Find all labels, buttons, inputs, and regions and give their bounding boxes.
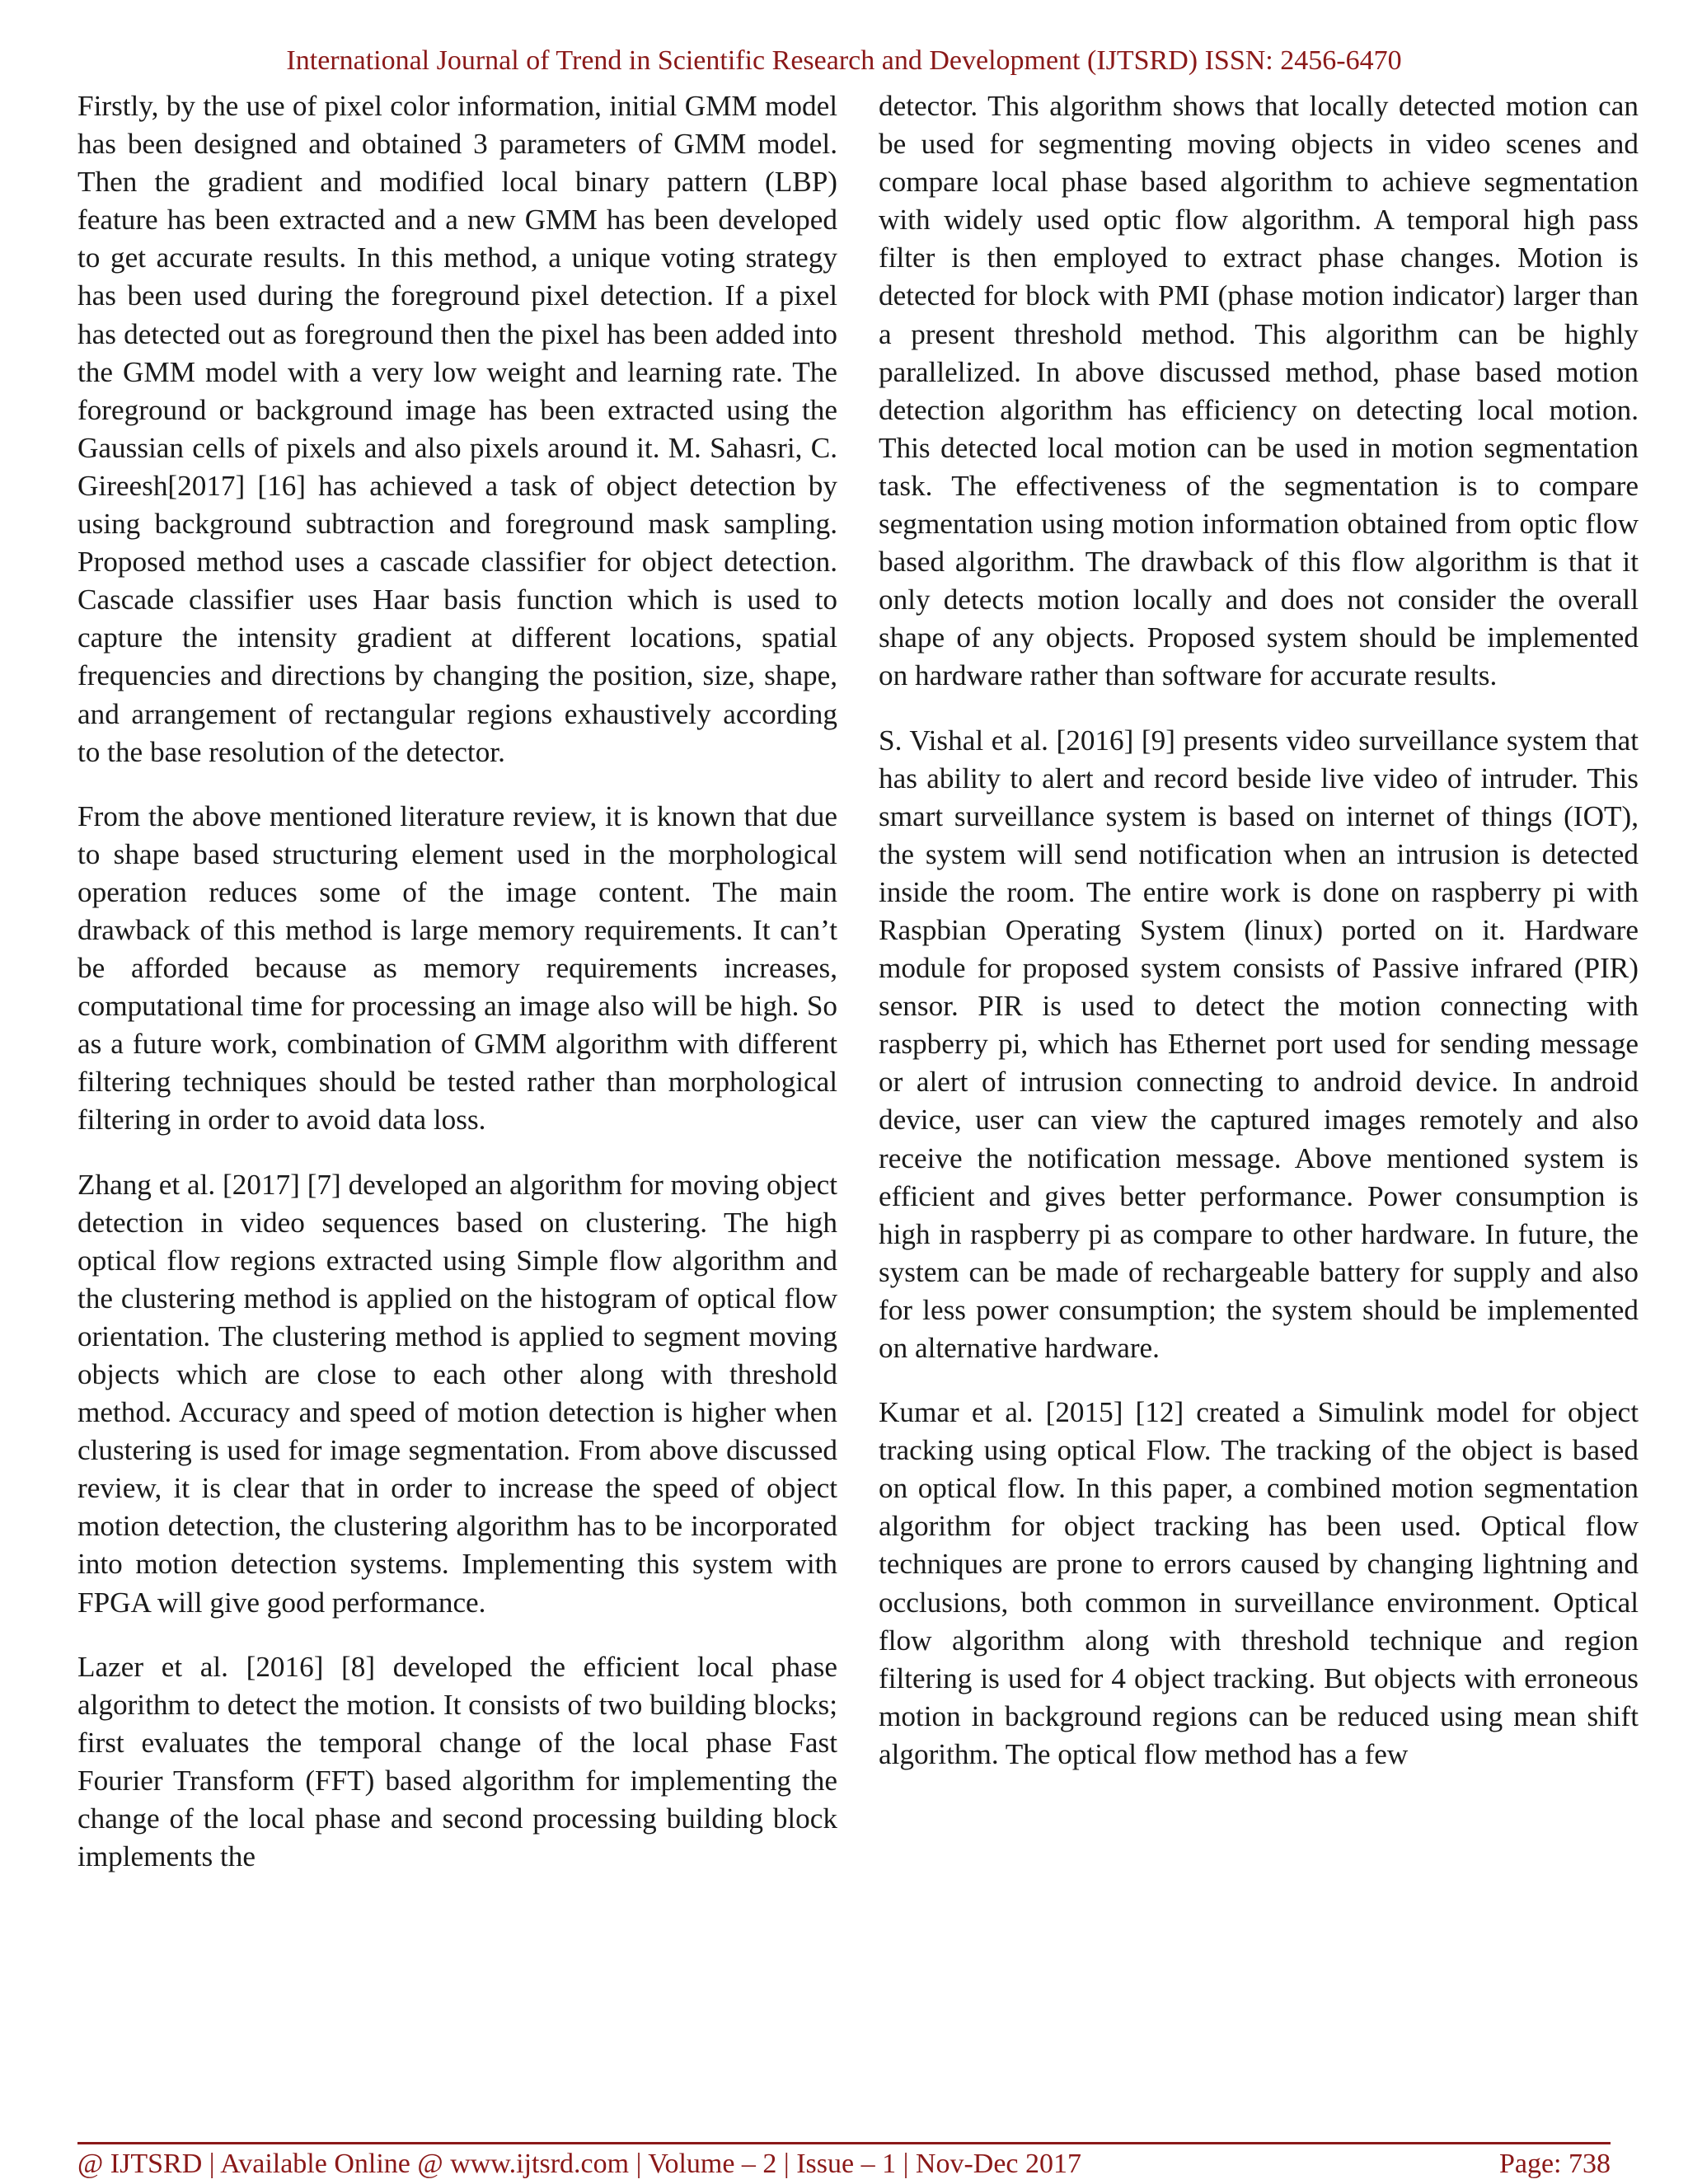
- footer-info: @ IJTSRD | Available Online @ www.ijtsrd.com | Volume – 2 | Issue – 1 | Nov-Dec 2017: [77, 2149, 1082, 2179]
- paragraph: Kumar et al. [2015] [12] created a Simulink model for object tracking using optical Flow. The tracking of the object is based on optical flow. In this paper, a combined motion segmentation algorithm for object tracking has been used. Optical flow techniques are prone to errors caused by changing lightning and occlusions, both common in surveillance environment. Optical flow algorithm along with threshold technique and region filtering is used for 4 object tracking. But objects with erroneous motion in background regions can be reduced using mean shift algorithm. The optical flow method has a few: [879, 1396, 1639, 1770]
- journal-header: International Journal of Trend in Scientific Research and Development (IJTSRD) ISSN: 2456-6470: [286, 45, 1402, 76]
- paragraph: Zhang et al. [2017] [7] developed an algorithm for moving object detection in video sequences based on clustering. The high optical flow regions extracted using Simple flow algorithm and the clustering method is applied on the histogram of optical flow orientation. The clustering method is applied to segment moving objects which are close to each other along with threshold method. Accuracy and speed of motion detection is higher when clustering is used for image segmentation. From above discussed review, it is clear that in order to increase the speed of object motion detection, the clustering algorithm has to be incorporated into motion detection systems. Implementing this system with FPGA will give good performance.: [77, 1168, 837, 1619]
- paragraph: S. Vishal et al. [2016] [9] presents video surveillance system that has ability to alert and record beside live video of intruder. This smart surveillance system is based on internet of things (IOT), the system will send notification when an intrusion is detected inside the room. The entire work is done on raspberry pi with Raspbian Operating System (linux) ported on it. Hardware module for proposed system consists of Passive infrared (PIR) sensor. PIR is used to detect the motion connecting with raspberry pi, which has Ethernet port used for sending message or alert of intrusion connecting to android device. In android device, user can view the captured images remotely and also receive the notification message. Above mentioned system is efficient and gives better performance. Power consumption is high in raspberry pi as compare to other hardware. In future, the system can be made of rechargeable battery for supply and also for less power consumption; the system should be implemented on alternative hardware.: [879, 724, 1639, 1364]
- right-column: [879, 87, 1639, 1800]
- left-column: [77, 87, 837, 1902]
- page-footer: [77, 2146, 1611, 2182]
- page-number: Page: 738: [1498, 2149, 1611, 2179]
- paragraph: Lazer et al. [2016] [8] developed the efficient local phase algorithm to detect the motion. It consists of two building blocks; first evaluates the temporal change of the local phase Fast Fourier Transform (FFT) based algorithm for implementing the change of the local phase and second processing building block implements the: [77, 1650, 837, 1873]
- paragraph: From the above mentioned literature review, it is known that due to shape based structuring element used in the morphological operation reduces some of the image content. The main drawback of this method is large memory requirements. It can’t be afforded because as memory requirements increases, computational time for processing an image also will be high. So as a future work, combination of GMM algorithm with different filtering techniques should be tested rather than morphological filtering in order to avoid data loss.: [77, 799, 837, 1137]
- paragraph: Firstly, by the use of pixel color information, initial GMM model has been designed and obtained 3 parameters of GMM model. Then the gradient and modified local binary pattern (LBP) feature has been extracted and a new GMM has been developed to get accurate results. In this method, a unique voting strategy has been used during the foreground pixel detection. If a pixel has detected out as foreground then the pixel has been added into the GMM model with a very low weight and learning rate. The foreground or background image has been extracted using the Gaussian cells of pixels and also pixels around it. M. Sahasri, C. Gireesh[2017] [16] has achieved a task of object detection by using background subtraction and foreground mask sampling. Proposed method uses a cascade classifier for object detection. Cascade classifier uses Haar basis function which is used to capture the intensity gradient at different locations, spatial frequencies and directions by changing the position, size, shape, and arrangement of rectangular regions exhaustively according to the base resolution of the detector.: [77, 90, 837, 768]
- paragraph: detector. This algorithm shows that locally detected motion can be used for segmenting moving objects in video scenes and compare local phase based algorithm to achieve segmentation with widely used optic flow algorithm. A temporal high pass filter is then employed to extract phase changes. Motion is detected for block with PMI (phase motion indicator) larger than a present threshold method. This algorithm can be highly parallelized. In above discussed method, phase based motion detection algorithm has efficiency on detecting local motion. This detected local motion can be used in motion segmentation task. The effectiveness of the segmentation is to compare segmentation using motion information obtained from optic flow based algorithm. The drawback of this flow algorithm is that it only detects motion locally and does not consider the overall shape of any objects. Proposed system should be implemented on hardware rather than software for accurate results.: [879, 90, 1639, 692]
- footer-divider: [77, 2142, 1611, 2144]
